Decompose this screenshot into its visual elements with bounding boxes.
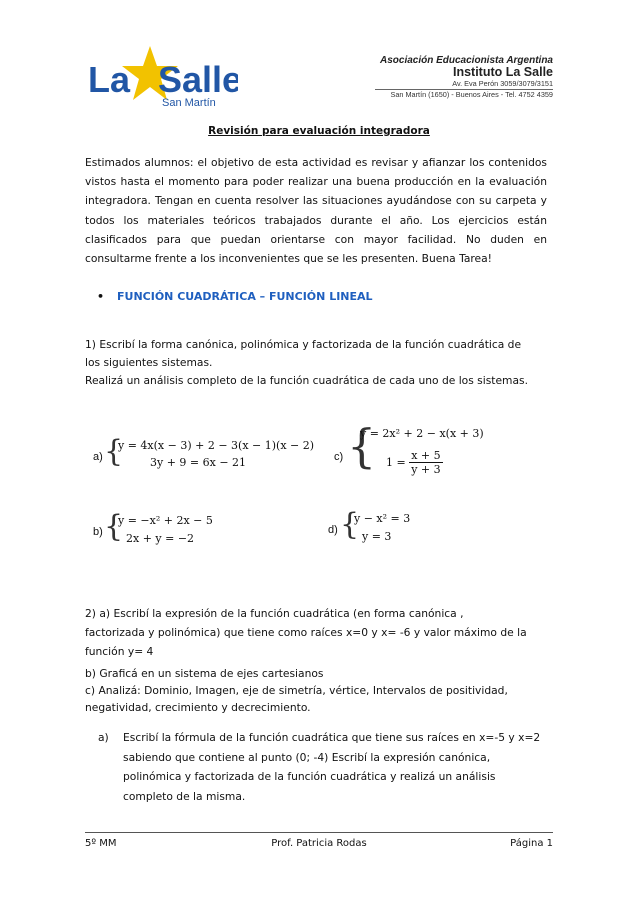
system-b-brace: { (104, 509, 124, 544)
system-a-brace: { (104, 434, 124, 469)
system-b-label: b) (93, 526, 103, 538)
question-1 (85, 336, 547, 390)
question-2-line2: factorizada y polinómica) que tiene como raíces x=0 y x= -6 y valor máximo de la (85, 626, 527, 639)
system-a-eq2: 3y + 9 = 6x − 21 (150, 456, 247, 469)
system-b-eq1: y = −x² + 2x − 5 (118, 514, 213, 527)
question-3-line1: Escribí la fórmula de la función cuadrática que tiene sus raíces en x=-5 y x=2 (123, 731, 541, 744)
section-heading-text: FUNCIÓN CUADRÁTICA – FUNCIÓN LINEAL (117, 290, 373, 303)
la-salle-logo (88, 42, 238, 112)
system-c-eq1: y = 2x² + 2 − x(x + 3) (360, 427, 484, 440)
question-1-line1: 1) Escribí la forma canónica, polinómica y factorizada de la función cuadrática de (85, 338, 522, 351)
institution-name: Instituto La Salle (452, 65, 553, 79)
question-3-label: a) (98, 731, 109, 744)
institution-address-city: San Martín (1650) - Buenos Aires - Tel. 4752 4359 (390, 89, 553, 99)
system-a-eq1: y = 4x(x − 3) + 2 − 3(x − 1)(x − 2) (118, 439, 315, 452)
system-c-eq2-lhs: 1 = (386, 456, 406, 469)
footer-page-number: Página 1 (510, 838, 553, 849)
question-3-line2: sabiendo que contiene al punto (0; -4) Escribí la expresión canónica, (123, 750, 491, 764)
question-3-line4: completo de la misma. (123, 789, 246, 803)
question-2-part-b: b) Graficá en un sistema de ejes cartesianos (85, 667, 324, 680)
system-c-fraction (409, 449, 442, 476)
question-3 (98, 728, 548, 806)
question-2-part-c-line1: c) Analizá: Dominio, Imagen, eje de simetría, vértice, Intervalos de positividad, (85, 684, 508, 697)
question-2 (85, 604, 547, 661)
question-3-line3: polinómica y factorizada de la función cuadrática y realizá un análisis (123, 770, 496, 783)
system-c-denominator: y + 3 (411, 463, 441, 476)
question-2-subparts (85, 665, 547, 716)
institution-block (355, 55, 553, 99)
document-title: Revisión para evaluación integradora (208, 125, 430, 137)
logo-salle: Salle (158, 59, 238, 100)
system-c-brace: { (347, 419, 377, 473)
question-1-line3: Realizá un análisis completo de la función cuadrática de cada uno de los sistemas. (85, 374, 528, 387)
system-a-label: a) (93, 451, 103, 463)
footer-teacher: Prof. Patricia Rodas (271, 838, 367, 849)
question-1-line2: los siguientes sistemas. (85, 356, 213, 369)
institution-address: Av. Eva Perón 3059/3079/3151 (452, 78, 553, 88)
section-heading (97, 290, 373, 303)
system-c-label: c) (334, 451, 344, 463)
bullet-icon: • (97, 290, 105, 303)
question-2-part-c-line2: negatividad, crecimiento y decrecimiento. (85, 701, 311, 714)
system-d-label: d) (328, 524, 338, 536)
logo-graphic (88, 42, 238, 112)
system-d-brace: { (340, 507, 360, 542)
system-b-eq2: 2x + y = −2 (126, 532, 195, 545)
logo-san-martin: San Martín (162, 97, 216, 109)
system-c-eq2 (386, 449, 443, 476)
footer-course: 5º MM (85, 838, 117, 849)
system-c-numerator: x + 5 (409, 449, 442, 463)
system-d-eq2: y = 3 (362, 530, 392, 543)
system-d-eq1: y − x² = 3 (354, 512, 411, 525)
question-2-line3: función y= 4 (85, 645, 154, 658)
institution-association: Asociación Educacionista Argentina (379, 55, 553, 66)
question-2-line1: 2) a) Escribí la expresión de la función cuadrática (en forma canónica , (85, 607, 464, 620)
intro-paragraph: Estimados alumnos: el objetivo de esta actividad es revisar y afianzar los contenidos vistos hasta el momento para poder realizar una buena producción en la evaluación integradora. Tengan en cuenta resolver las situaciones ayudándose con su carpeta y todos los materiales teóricos trabajados durante el año. Los ejercicios están clasificados para que puedan orientarse con mayor facilidad. No duden en consultarme frente a los inconvenientes que se les presenten. Buena Tarea! (85, 156, 547, 266)
footer-divider (85, 832, 553, 833)
logo-la: La (88, 59, 131, 100)
